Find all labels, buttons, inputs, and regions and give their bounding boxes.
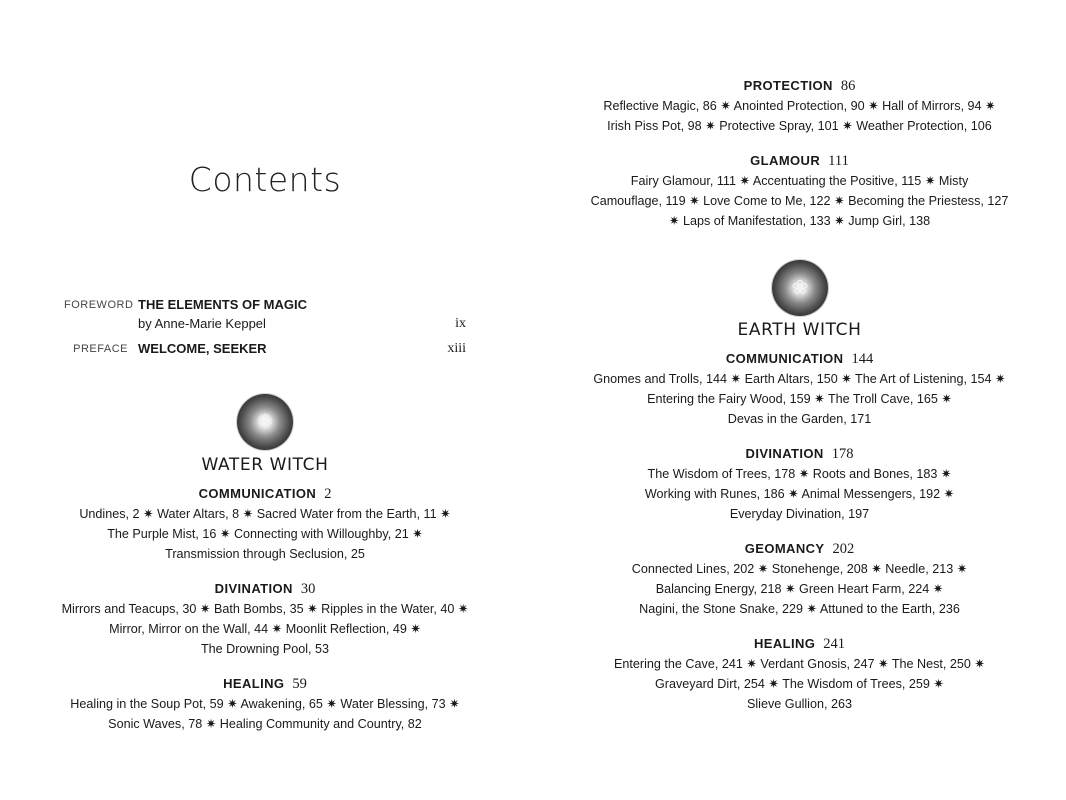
toc-block-header[interactable] (0, 674, 530, 694)
toc-entry-line: The Purple Mist, 16 ✷ Connecting with Willoughby, 21 ✷ (107, 527, 423, 541)
preface-entry[interactable] (64, 340, 466, 358)
toc-block-page: 111 (828, 153, 849, 169)
foreword-byline (64, 315, 466, 333)
toc-block-header[interactable] (0, 484, 530, 504)
water-emblem-icon: ✺ (237, 394, 293, 450)
toc-block-title: GLAMOUR (750, 153, 821, 168)
preface-page-number: xiii (447, 341, 466, 356)
toc-block-header[interactable] (533, 349, 1066, 369)
toc-block-title: HEALING (753, 636, 816, 651)
toc-entry-line: Mirrors and Teacups, 30 ✷ Bath Bombs, 35 ✷ Ripples in the Water, 40 ✷ (61, 602, 469, 616)
toc-block-page: 144 (851, 351, 874, 367)
toc-block-title: DIVINATION (214, 581, 293, 596)
toc-block-page: 59 (292, 676, 307, 692)
earth-witch-heading: EARTH WITCH (737, 320, 862, 340)
toc-block-protection (533, 76, 1066, 136)
preface-title: WELCOME, SEEKER (138, 341, 267, 356)
toc-entry-line: Devas in the Garden, 171 (727, 412, 872, 426)
toc-entry-line: Transmission through Seclusion, 25 (165, 547, 365, 561)
toc-entry-line: ✷ Laps of Manifestation, 133 ✷ Jump Girl, 138 (668, 214, 931, 228)
toc-block-title: COMMUNICATION (198, 486, 317, 501)
toc-block-communication (0, 484, 530, 564)
toc-entry-line: Balancing Energy, 218 ✷ Green Heart Farm, 224 ✷ (655, 582, 944, 596)
toc-block-page: 202 (832, 541, 855, 557)
foreword-entry[interactable] (64, 296, 466, 314)
toc-entry-line: Everyday Divination, 197 (729, 507, 870, 521)
toc-entry-line: The Drowning Pool, 53 (200, 642, 330, 656)
toc-entry-line: Reflective Magic, 86 ✷ Anointed Protection, 90 ✷ Hall of Mirrors, 94 ✷ (603, 99, 996, 113)
toc-entry-line: Entering the Fairy Wood, 159 ✷ The Troll Cave, 165 ✷ (647, 392, 952, 406)
toc-entry-line: Slieve Gullion, 263 (746, 697, 852, 711)
toc-block-geomancy (533, 539, 1066, 619)
toc-block-header[interactable] (533, 539, 1066, 559)
toc-block-title: HEALING (223, 676, 285, 691)
foreword-kicker: FOREWORD (64, 299, 134, 311)
toc-block-title: PROTECTION (743, 78, 833, 93)
toc-block-healing (0, 674, 530, 734)
foreword-author: by Anne-Marie Keppel (138, 316, 266, 331)
toc-entry-line: Gnomes and Trolls, 144 ✷ Earth Altars, 150 ✷ The Art of Listening, 154 ✷ (593, 372, 1006, 386)
toc-entry-line: Healing in the Soup Pot, 59 ✷ Awakening, 65 ✷ Water Blessing, 73 ✷ (70, 697, 460, 711)
toc-block-page: 30 (300, 581, 316, 597)
toc-block-healing (533, 634, 1066, 714)
toc-block-header[interactable] (533, 444, 1066, 464)
page-title: Contents (188, 160, 342, 199)
preface-kicker: PREFACE (73, 343, 128, 355)
toc-entry-line: Irish Piss Pot, 98 ✷ Protective Spray, 101 ✷ Weather Protection, 106 (607, 119, 992, 133)
foreword-page-number: ix (455, 316, 466, 331)
toc-entry-line: Entering the Cave, 241 ✷ Verdant Gnosis, 247 ✷ The Nest, 250 ✷ (614, 657, 985, 671)
toc-block-page: 2 (324, 486, 332, 502)
toc-block-page: 241 (823, 636, 846, 652)
toc-block-header[interactable] (533, 151, 1066, 171)
toc-block-divination (0, 579, 530, 659)
toc-block-glamour (533, 151, 1066, 231)
toc-block-title: GEOMANCY (744, 541, 825, 556)
toc-entry-line: The Wisdom of Trees, 178 ✷ Roots and Bones, 183 ✷ (647, 467, 952, 481)
toc-entry-line: Fairy Glamour, 111 ✷ Accentuating the Positive, 115 ✷ Misty (630, 174, 969, 188)
toc-entry-line: Graveyard Dirt, 254 ✷ The Wisdom of Trees, 259 ✷ (655, 677, 944, 691)
toc-entry-line: Camouflage, 119 ✷ Love Come to Me, 122 ✷ Becoming the Priestess, 127 (590, 194, 1009, 208)
toc-block-communication (533, 349, 1066, 429)
right-page (533, 0, 1066, 800)
toc-block-header[interactable] (533, 76, 1066, 96)
toc-entry-line: Working with Runes, 186 ✷ Animal Messengers, 192 ✷ (644, 487, 955, 501)
toc-block-title: COMMUNICATION (725, 351, 844, 366)
earth-emblem-icon: ❀ (772, 260, 828, 316)
toc-block-divination (533, 444, 1066, 524)
toc-block-page: 178 (831, 446, 854, 462)
toc-entry-line: Undines, 2 ✷ Water Altars, 8 ✷ Sacred Water from the Earth, 11 ✷ (79, 507, 451, 521)
toc-block-header[interactable] (533, 634, 1066, 654)
toc-entry-line: Nagini, the Stone Snake, 229 ✷ Attuned to the Earth, 236 (639, 602, 960, 616)
foreword-title: THE ELEMENTS OF MAGIC (138, 297, 307, 312)
toc-block-header[interactable] (0, 579, 530, 599)
toc-block-page: 86 (840, 78, 856, 94)
toc-entry-line: Connected Lines, 202 ✷ Stonehenge, 208 ✷ Needle, 213 ✷ (631, 562, 968, 576)
water-witch-heading: WATER WITCH (201, 455, 329, 475)
toc-block-title: DIVINATION (745, 446, 824, 461)
toc-entry-line: Sonic Waves, 78 ✷ Healing Community and Country, 82 (108, 717, 422, 731)
toc-entry-line: Mirror, Mirror on the Wall, 44 ✷ Moonlit Reflection, 49 ✷ (109, 622, 421, 636)
